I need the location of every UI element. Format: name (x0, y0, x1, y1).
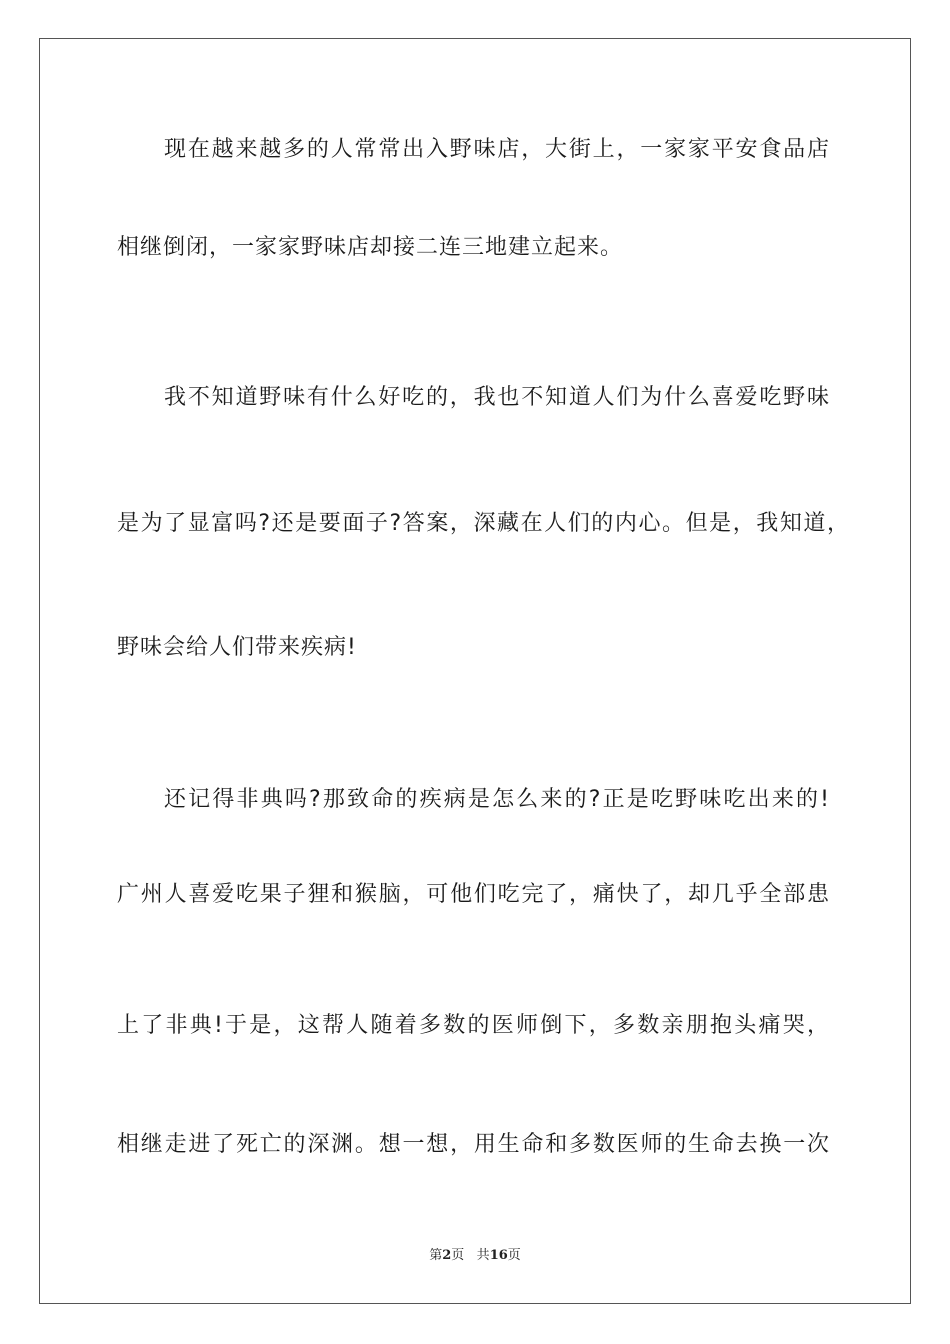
footer-total-prefix: 共 (476, 1248, 490, 1263)
paragraph-1-line-1: 现在越来越多的人常常出入野味店，大街上，一家家平安食品店 (164, 137, 830, 162)
paragraph-2-line-3: 野味会给人们带来疾病! (117, 635, 357, 660)
paragraph-3-line-2: 广州人喜爱吃果子狸和猴脑，可他们吃完了，痛快了，却几乎全部患 (117, 882, 830, 907)
paragraph-1-line-2: 相继倒闭，一家家野味店却接二连三地建立起来。 (117, 235, 624, 260)
paragraph-3-line-3: 上了非典!于是，这帮人随着多数的医师倒下，多数亲朋抱头痛哭， (117, 1013, 830, 1038)
page-footer (0, 1247, 950, 1265)
footer-total-number: 16 (489, 1248, 508, 1263)
paragraph-2-line-1: 我不知道野味有什么好吃的，我也不知道人们为什么喜爱吃野味 (164, 385, 830, 410)
paragraph-3-line-1: 还记得非典吗?那致命的疾病是怎么来的?正是吃野味吃出来的! (164, 787, 830, 812)
page-border (39, 38, 911, 1304)
footer-total-suffix: 页 (507, 1248, 521, 1263)
footer-page-number: 2 (442, 1248, 452, 1263)
paragraph-3-line-4: 相继走进了死亡的深渊。想一想，用生命和多数医师的生命去换一次 (117, 1132, 830, 1157)
footer-page-suffix: 页 (451, 1248, 465, 1263)
footer-page-prefix: 第 (429, 1248, 443, 1263)
paragraph-2-line-2: 是为了显富吗?还是要面子?答案，深藏在人们的内心。但是，我知道， (117, 511, 850, 536)
